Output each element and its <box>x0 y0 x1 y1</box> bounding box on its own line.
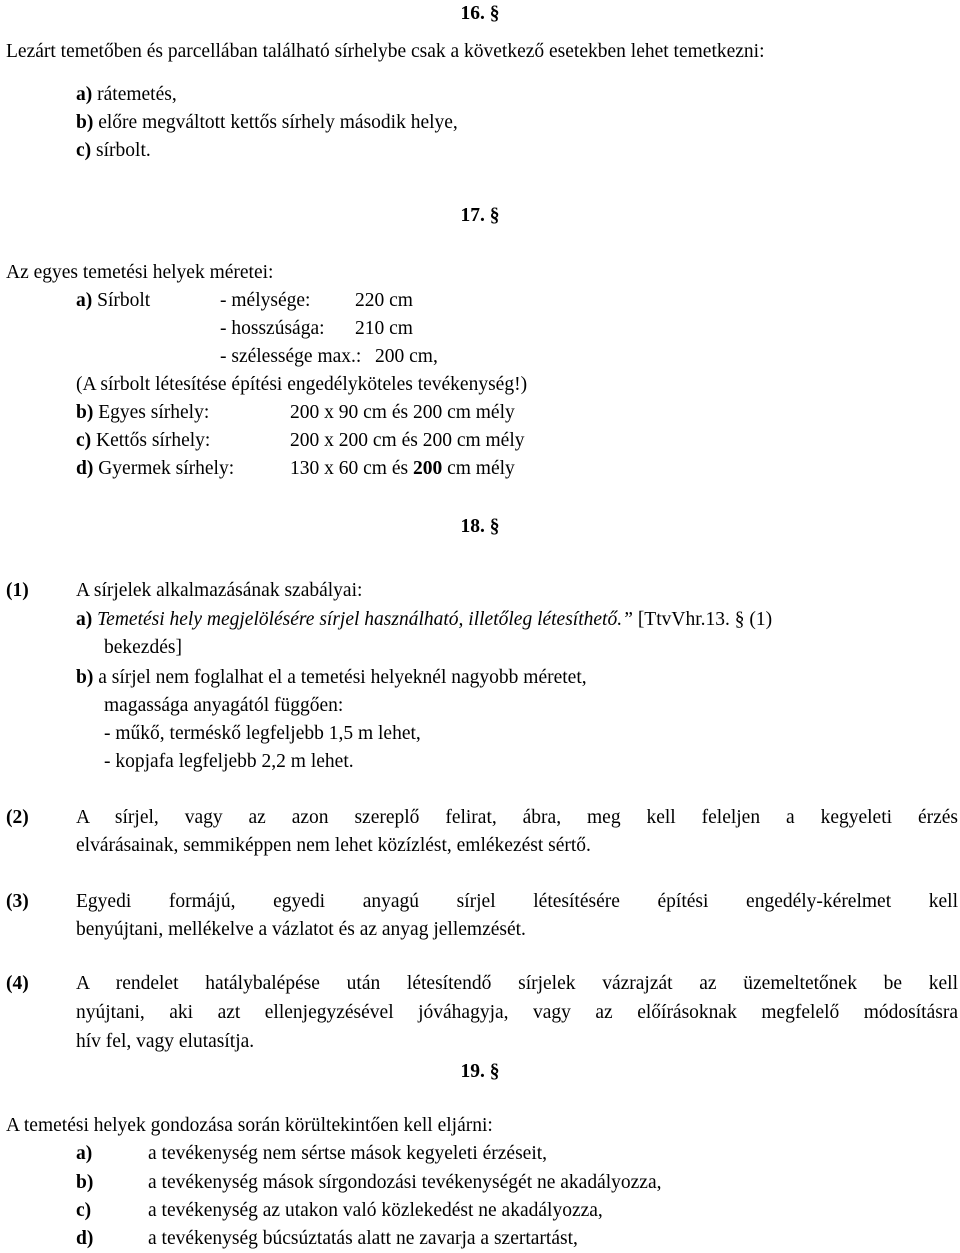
list-item: a tevékenység nem sértse mások kegyeleti érzéseit, <box>148 1143 548 1164</box>
section-17-intro: Az egyes temetési helyek méretei: <box>6 262 274 283</box>
list-item: a) Sírbolt <box>76 290 151 311</box>
list-item-label: a) <box>76 1143 93 1164</box>
dimension-value: 220 cm <box>355 290 413 311</box>
paragraph-4-line-1: A rendelet hatálybalépése után létesítendő sírjelek vázrajzát az üzemeltetőnek be kell <box>76 973 958 994</box>
paragraph-1-b-line: - kopjafa legfeljebb 2,2 m lehet. <box>104 751 354 772</box>
list-item: d) Gyermek sírhely: <box>76 458 235 479</box>
paragraph-number: (2) <box>6 807 29 828</box>
grave-size: 130 x 60 cm és 200 cm mély <box>290 458 515 479</box>
list-item: a tevékenység mások sírgondozási tevékenységét ne akadályozza, <box>148 1172 662 1193</box>
paragraph-1-b: b) a sírjel nem foglalhat el a temetési helyeknél nagyobb méretet, <box>76 667 587 688</box>
section-19-intro: A temetési helyek gondozása során körültekintően kell eljárni: <box>6 1115 493 1136</box>
list-item: a tevékenység búcsúztatás alatt ne zavarja a szertartást, <box>148 1228 578 1249</box>
paragraph-1-a-ref: bekezdés] <box>104 637 182 658</box>
dimension-name: - szélessége max.: <box>220 346 362 367</box>
paragraph-1-b-line: - műkő, terméskő legfeljebb 1,5 m lehet, <box>104 723 421 744</box>
paragraph-2-line-1: A sírjel, vagy az azon szereplő felirat, ábra, meg kell feleljen a kegyeleti érzés <box>76 807 958 828</box>
list-item: a tevékenység az utakon való közlekedést ne akadályozza, <box>148 1200 603 1221</box>
grave-size: 200 x 90 cm és 200 cm mély <box>290 402 515 423</box>
sirbolt-note: (A sírbolt létesítése építési engedélyköteles tevékenység!) <box>76 374 528 395</box>
section-16-heading: 16. § <box>460 3 500 24</box>
list-item-label: c) <box>76 1200 92 1221</box>
paragraph-number: (4) <box>6 973 29 994</box>
list-item-label: b) <box>76 1172 94 1193</box>
section-17-heading: 17. § <box>460 205 500 226</box>
section-16-intro: Lezárt temetőben és parcellában található sírhelybe csak a következő esetekben lehet temetkezni: <box>6 41 765 62</box>
paragraph-1-b-line: magassága anyagától függően: <box>104 695 344 716</box>
list-item: a) rátemetés, <box>76 84 177 105</box>
dimension-name: - mélysége: <box>220 290 311 311</box>
section-19-heading: 19. § <box>460 1061 500 1082</box>
paragraph-3-line-2: benyújtani, mellékelve a vázlatot és az anyag jellemzését. <box>76 919 526 940</box>
paragraph-2-line-2: elvárásainak, semmiképpen nem lehet közízlést, emlékezést sértő. <box>76 835 591 856</box>
paragraph-3-line-1: Egyedi formájú, egyedi anyagú sírjel létesítésére építési engedély-kérelmet kell <box>76 891 958 912</box>
paragraph-number: (3) <box>6 891 29 912</box>
paragraph-4-line-2: nyújtani, aki azt ellenjegyzésével jóváhagyja, vagy az előírásoknak megfelelő módosításra <box>76 1002 958 1023</box>
paragraph-4-line-3: hív fel, vagy elutasítja. <box>76 1031 255 1052</box>
list-item: b) előre megváltott kettős sírhely második helye, <box>76 112 458 133</box>
grave-size: 200 x 200 cm és 200 cm mély <box>290 430 525 451</box>
dimension-value: 200 cm, <box>375 346 438 367</box>
dimension-value: 210 cm <box>355 318 413 339</box>
dimension-name: - hosszúsága: <box>220 318 325 339</box>
paragraph-1-intro: A sírjelek alkalmazásának szabályai: <box>76 580 363 601</box>
list-item: b) Egyes sírhely: <box>76 402 210 423</box>
paragraph-number: (1) <box>6 580 29 601</box>
list-item-label: d) <box>76 1228 94 1249</box>
section-18-heading: 18. § <box>460 516 500 537</box>
paragraph-1-a: a) Temetési hely megjelölésére sírjel használható, illetőleg létesíthető.” [TtvVhr.13. § (1) <box>76 609 773 630</box>
list-item: c) Kettős sírhely: <box>76 430 211 451</box>
list-item: c) sírbolt. <box>76 140 151 161</box>
